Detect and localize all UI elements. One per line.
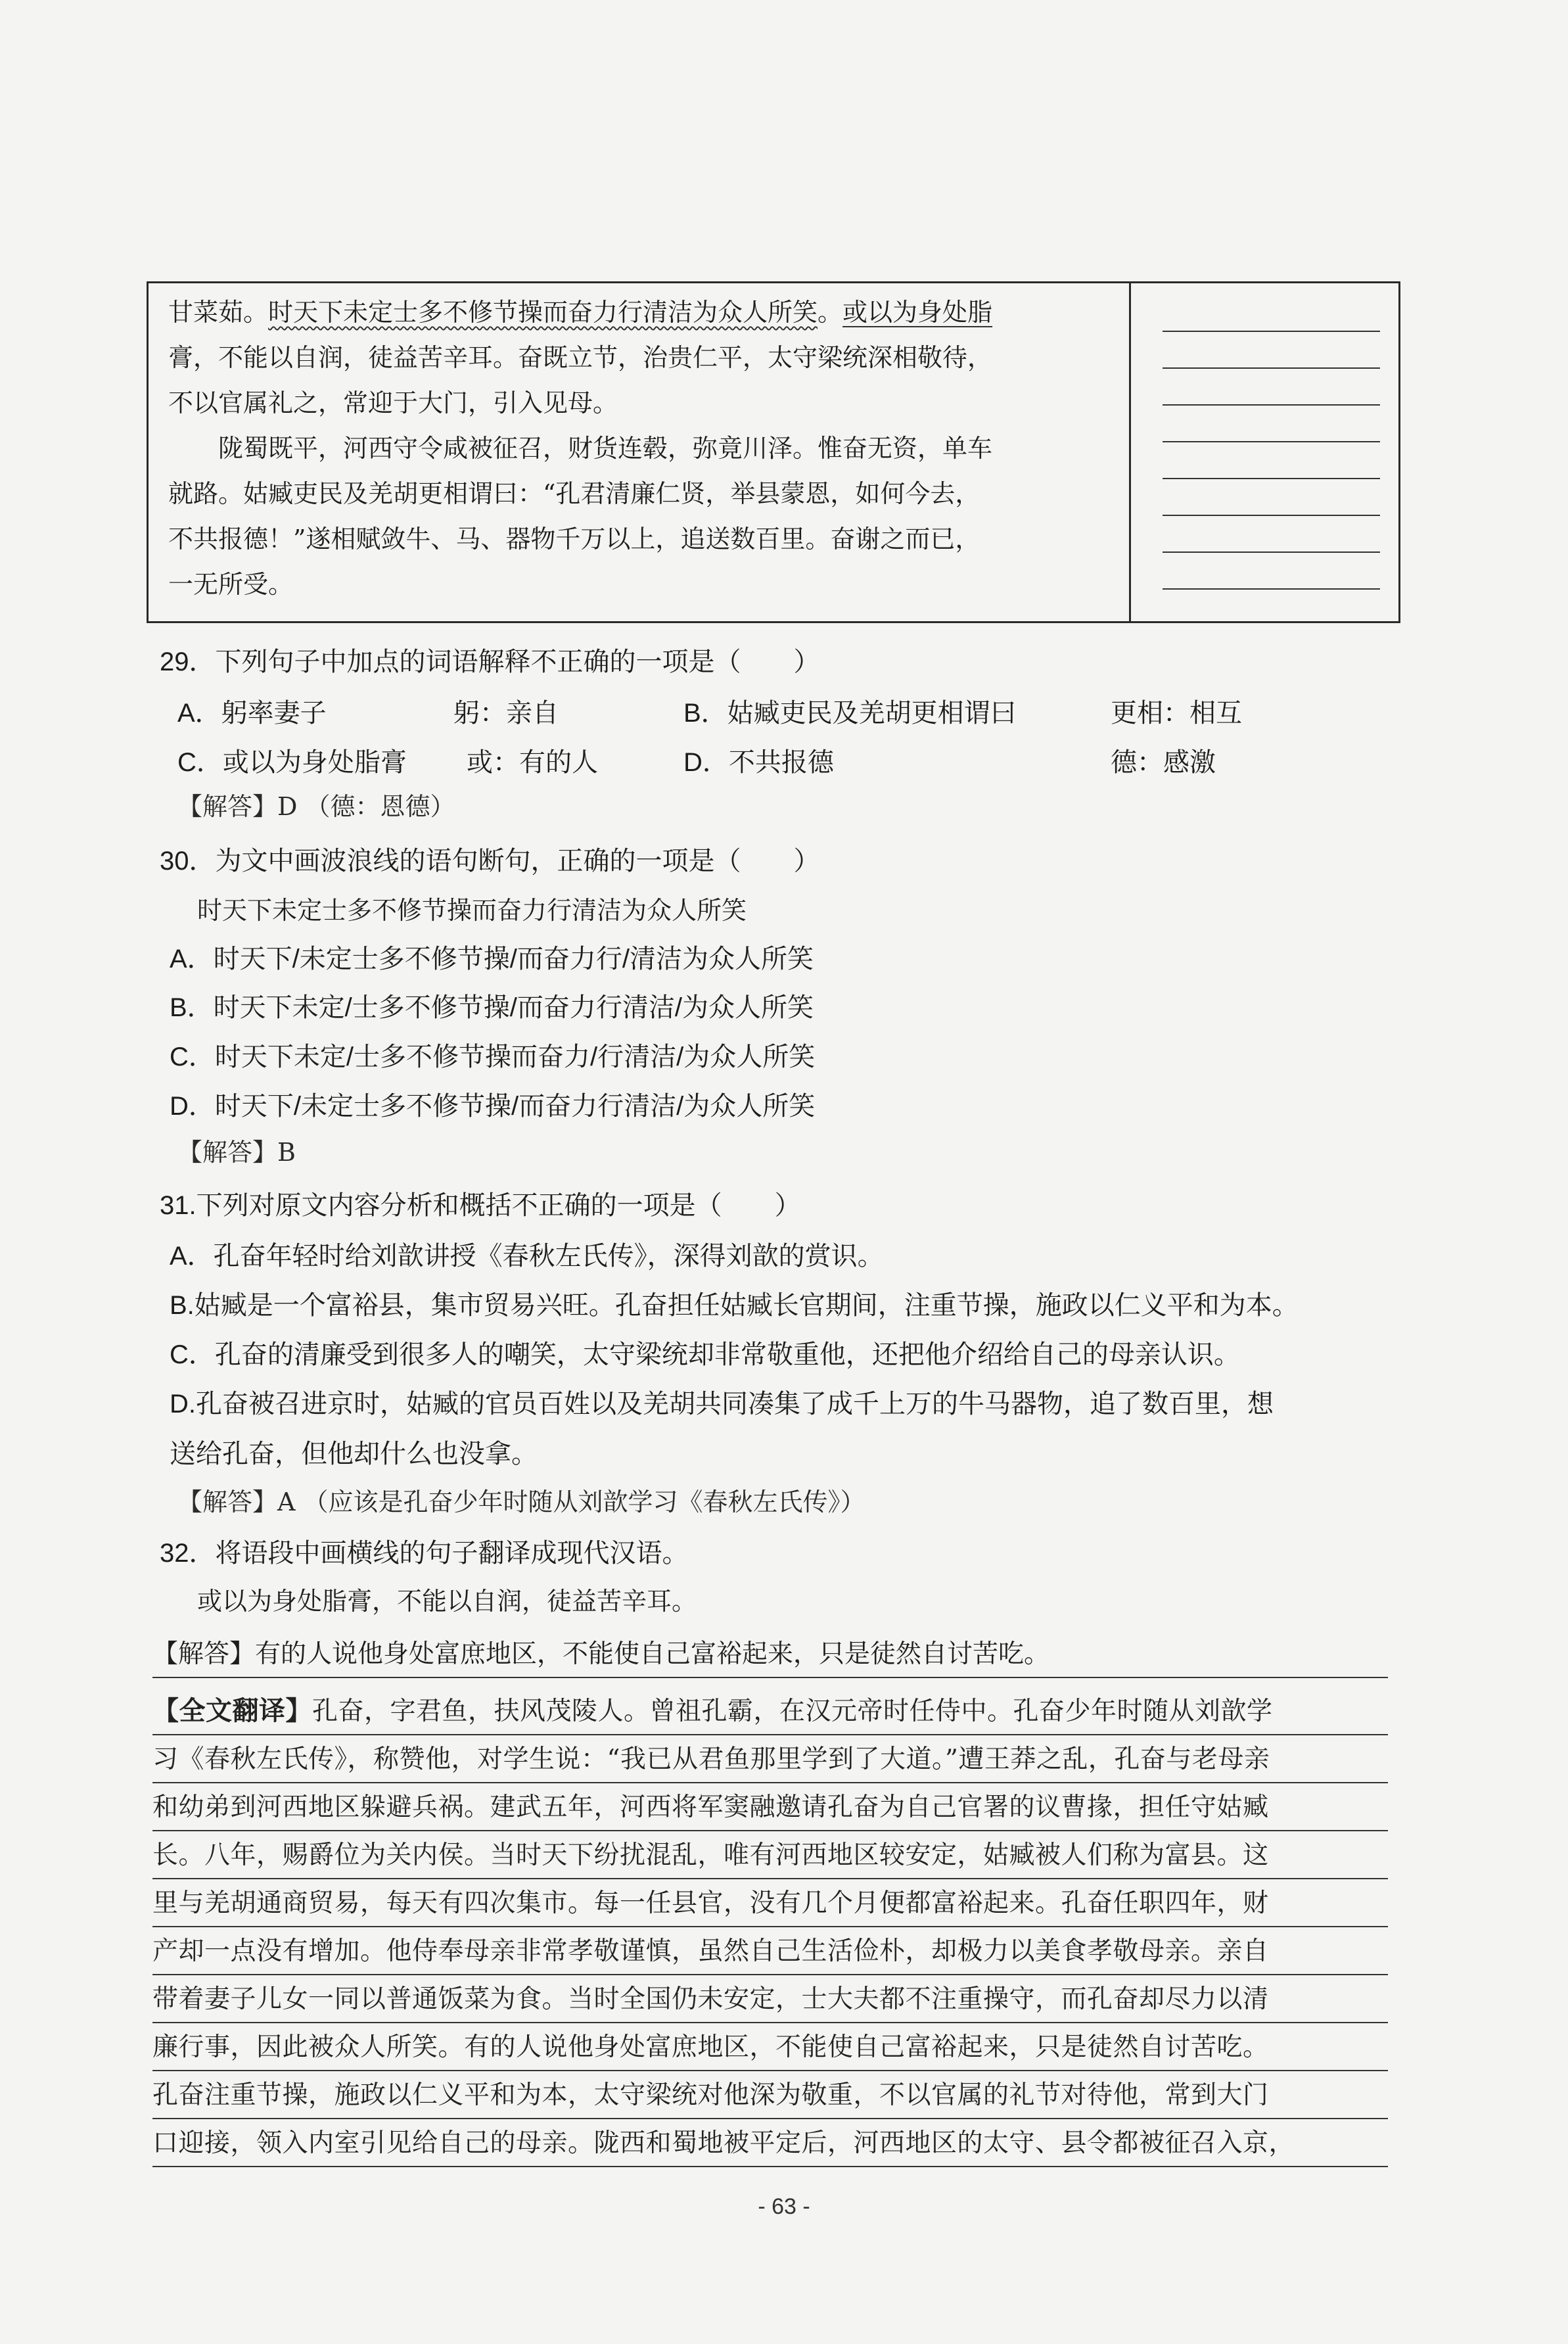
question-29-stem: 29．下列句子中加点的词语解释不正确的一项是（ ） (160, 647, 820, 676)
translation-line: 和幼弟到河西地区躲避兵祸。建武五年，河西将军窦融邀请孔奋为自己官署的议曹掾，担任守姑臧 (152, 1783, 1388, 1831)
passage-line: 膏，不能以自润，徒益苦辛耳。奋既立节，治贵仁平，太守梁统深相敬待， (168, 343, 993, 372)
full-translation (152, 1687, 1388, 2167)
translation-line: 口迎接，领入内室引见给自己的母亲。陇西和蜀地被平定后，河西地区的太守、县令都被征召入京， (152, 2119, 1388, 2167)
translation-line-0: 孔奋，字君鱼，扶风茂陵人。曾祖孔霸，在汉元帝时任侍中。孔奋少年时随从刘歆学 (312, 1697, 1273, 1726)
translation-line: 带着妻子儿女一同以普通饭菜为食。当时全国仍未安定，士大夫都不注重操守，而孔奋却尽力以清 (152, 1975, 1388, 2023)
translation-label: 【全文翻译】 (152, 1697, 312, 1725)
note-line (1163, 478, 1380, 479)
note-line (1163, 551, 1380, 553)
question-32-stem: 32．将语段中画横线的句子翻译成现代汉语。 (160, 1539, 689, 1568)
passage-line: 就路。姑臧吏民及羌胡更相谓曰：“孔君清廉仁贤，举县蒙恩，如何今去， (168, 479, 980, 508)
q30-sentence: 时天下未定士多不修节操而奋力行清洁为众人所笑 (197, 896, 747, 925)
question-31-stem: 31.下列对原文内容分析和概括不正确的一项是（ ） (160, 1191, 801, 1220)
translation-line (152, 1687, 1388, 1735)
note-line (1163, 367, 1380, 369)
q29-option-a: A．躬率妻子 (177, 699, 327, 728)
passage-line: 陇蜀既平，河西守令咸被征召，财货连毂，弥竟川泽。惟奋无资，单车 (218, 434, 993, 463)
passage-text-segment: 甘菜茹。 (168, 298, 269, 327)
q30-option-c: C．时天下未定/士多不修节操而奋力/行清洁/为众人所笑 (170, 1043, 816, 1071)
q30-answer: 【解答】B (177, 1138, 296, 1167)
translation-line: 廉行事，因此被众人所笑。有的人说他身处富庶地区，不能使自己富裕起来，只是徒然自讨苦吃。 (152, 2023, 1388, 2071)
q31-option-d: D.孔奋被召进京时，姑臧的官员百姓以及羌胡共同凑集了成千上万的牛马器物，追了数百里，想 (170, 1390, 1274, 1418)
translation-line: 长。八年，赐爵位为关内侯。当时天下纷扰混乱，唯有河西地区较安定，姑臧被人们称为富县。这 (152, 1831, 1388, 1879)
q29-option-a-gloss: 躬：亲自 (453, 699, 559, 728)
note-line (1163, 441, 1380, 442)
q30-option-b: B．时天下未定/士多不修节操/而奋力行清洁/为众人所笑 (170, 993, 814, 1022)
q29-option-c-gloss: 或：有的人 (467, 748, 598, 777)
q29-option-c: C．或以为身处脂膏 (177, 748, 407, 777)
q29-answer: 【解答】D （德：恩德） (177, 792, 455, 821)
wavy-underlined-sentence: 时天下未定士多不修节操而奋力行清洁为众人所笑 (268, 298, 818, 327)
translation-line: 产却一点没有增加。他侍奉母亲非常孝敬谨慎，虽然自己生活俭朴，却极力以美食孝敬母亲。亲自 (152, 1927, 1388, 1975)
passage-box (147, 281, 1400, 623)
question-30-stem: 30．为文中画波浪线的语句断句，正确的一项是（ ） (160, 847, 820, 876)
q30-option-a: A．时天下/未定士多不修节操/而奋力行/清洁为众人所笑 (170, 945, 814, 973)
passage-line (168, 290, 1115, 335)
passage-text (149, 283, 1131, 621)
passage-text-segment: 。 (818, 298, 843, 327)
note-line (1163, 588, 1380, 590)
straight-underlined-sentence: 或以为身处脂 (842, 298, 993, 327)
note-line (1163, 515, 1380, 516)
q29-option-d-gloss: 德：感激 (1111, 748, 1216, 777)
passage-line: 不以官属礼之，常迎于大门，引入见母。 (168, 388, 618, 417)
q31-answer: 【解答】A （应该是孔奋少年时随从刘歆学习《春秋左氏传》） (177, 1488, 865, 1516)
translation-line: 孔奋注重节操，施政以仁义平和为本，太守梁统对他深为敬重，不以官属的礼节对待他，常到大门 (152, 2071, 1388, 2119)
note-line (1163, 404, 1380, 406)
translation-line: 里与羌胡通商贸易，每天有四次集市。每一任县官，没有几个月便都富裕起来。孔奋任职四年，财 (152, 1879, 1388, 1927)
q32-sentence: 或以为身处脂膏，不能以自润，徒益苦辛耳。 (197, 1587, 697, 1616)
q29-option-d: D．不共报德 (683, 748, 834, 777)
q31-option-c: C．孔奋的清廉受到很多人的嘲笑，太守梁统却非常敬重他，还把他介绍给自己的母亲认识。 (170, 1340, 1240, 1369)
page-number: - 63 - (758, 2194, 810, 2219)
note-line (1163, 331, 1380, 332)
note-lines (1131, 283, 1398, 621)
q31-option-b: B.姑臧是一个富裕县，集市贸易兴旺。孔奋担任姑臧长官期间，注重节操，施政以仁义平和为本。 (170, 1291, 1299, 1320)
passage-line: 一无所受。 (168, 570, 294, 599)
translation-line: 习《春秋左氏传》，称赞他，对学生说：“我已从君鱼那里学到了大道。”遭王莽之乱，孔奋与老母亲 (152, 1735, 1388, 1783)
passage-line: 不共报德！”遂相赋敛牛、马、器物千万以上，追送数百里。奋谢之而已， (168, 525, 980, 553)
q31-option-a: A．孔奋年轻时给刘歆讲授《春秋左氏传》，深得刘歆的赏识。 (170, 1242, 884, 1271)
q30-option-d: D．时天下/未定士多不修节操/而奋力行清洁/为众人所笑 (170, 1092, 816, 1121)
q32-answer: 【解答】有的人说他身处富庶地区，不能使自己富裕起来，只是徒然自讨苦吃。 (152, 1630, 1388, 1678)
q29-option-b-gloss: 更相：相互 (1111, 699, 1242, 728)
q31-option-d-cont: 送给孔奋，但他却什么也没拿。 (170, 1440, 538, 1468)
q29-option-b: B．姑臧吏民及羌胡更相谓曰 (683, 699, 1017, 728)
passage-line-0 (168, 298, 992, 327)
